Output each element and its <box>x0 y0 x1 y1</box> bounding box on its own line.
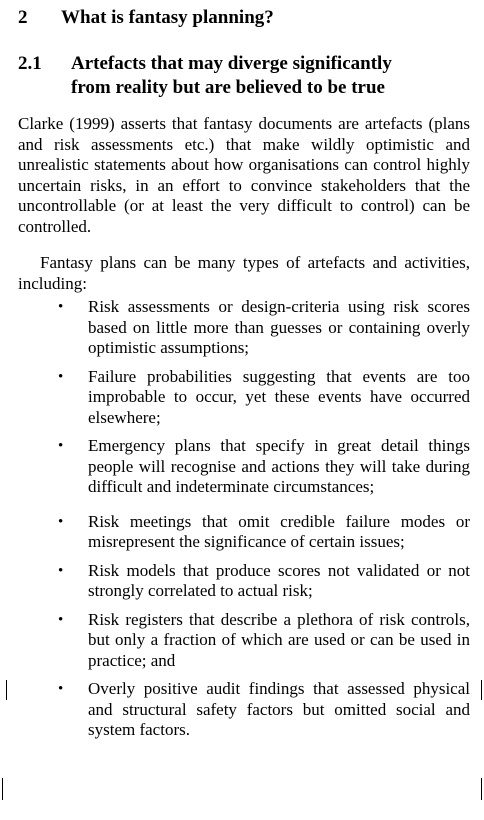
list-item <box>18 561 470 602</box>
bullet-list <box>18 297 470 741</box>
list-item <box>18 436 470 498</box>
left-margin-mark-2 <box>2 778 3 800</box>
list-item <box>18 512 470 553</box>
list-item-text: Overly positive audit findings that assessed physical and structural safety factors but omitted social and system factors. <box>88 679 470 739</box>
bullet-icon: • <box>58 299 64 315</box>
subsection-heading <box>18 52 470 100</box>
section-heading <box>18 6 470 30</box>
bullet-icon: • <box>58 611 64 628</box>
section-number: 2 <box>18 7 28 28</box>
bullet-icon: • <box>58 513 64 530</box>
document-page <box>18 6 470 749</box>
subsection-title <box>71 52 392 100</box>
list-item-text: Risk meetings that omit credible failure modes or misrepresent the significance of certain issues; <box>88 511 470 551</box>
right-margin-mark-1 <box>481 680 482 700</box>
section-title: What is fantasy planning? <box>61 7 274 28</box>
list-item-text: Emergency plans that specify in great detail things people will recognise and actions they will take during difficult and indeterminate circumstances; <box>88 436 470 496</box>
list-item <box>18 367 470 429</box>
list-item-text: Failure probabilities suggesting that events are too improbable to occur, yet these events have occurred elsewhere; <box>88 366 470 427</box>
subsection-number: 2.1 <box>18 53 42 74</box>
paragraph-fantasy-plans: Fantasy plans can be many types of artefacts and activities, including: <box>18 253 470 293</box>
list-item-text: Risk registers that describe a plethora of risk controls, but only a fraction of which are used or can be used in practice; and <box>88 609 470 670</box>
subsection-title-line-1: Artefacts that may diverge significantly <box>71 53 392 74</box>
left-margin-mark-1 <box>6 680 7 700</box>
list-item-text: Risk assessments or design-criteria using risk scores based on little more than guesses or containing overly optimistic assumptions; <box>88 297 470 357</box>
subsection-title-line-2: from reality but are believed to be true <box>71 77 385 98</box>
right-margin-mark-2 <box>481 778 482 800</box>
bullet-icon: • <box>58 681 64 697</box>
list-item <box>18 610 470 672</box>
list-item <box>18 679 470 741</box>
paragraph-clarke: Clarke (1999) asserts that fantasy documents are artefacts (plans and risk assessments etc.) that make wildly optimistic and unrealistic statements about how organisations can control highly uncertain risks, in an effort to convince stakeholders that the uncontrollable (or at least the very difficult to control) can be controlled. <box>18 114 470 236</box>
bullet-icon: • <box>58 438 64 454</box>
list-item-text: Risk models that produce scores not validated or not strongly correlated to actual risk; <box>88 560 470 600</box>
bullet-icon: • <box>58 368 64 385</box>
list-item <box>18 297 470 359</box>
bullet-icon: • <box>58 562 64 579</box>
